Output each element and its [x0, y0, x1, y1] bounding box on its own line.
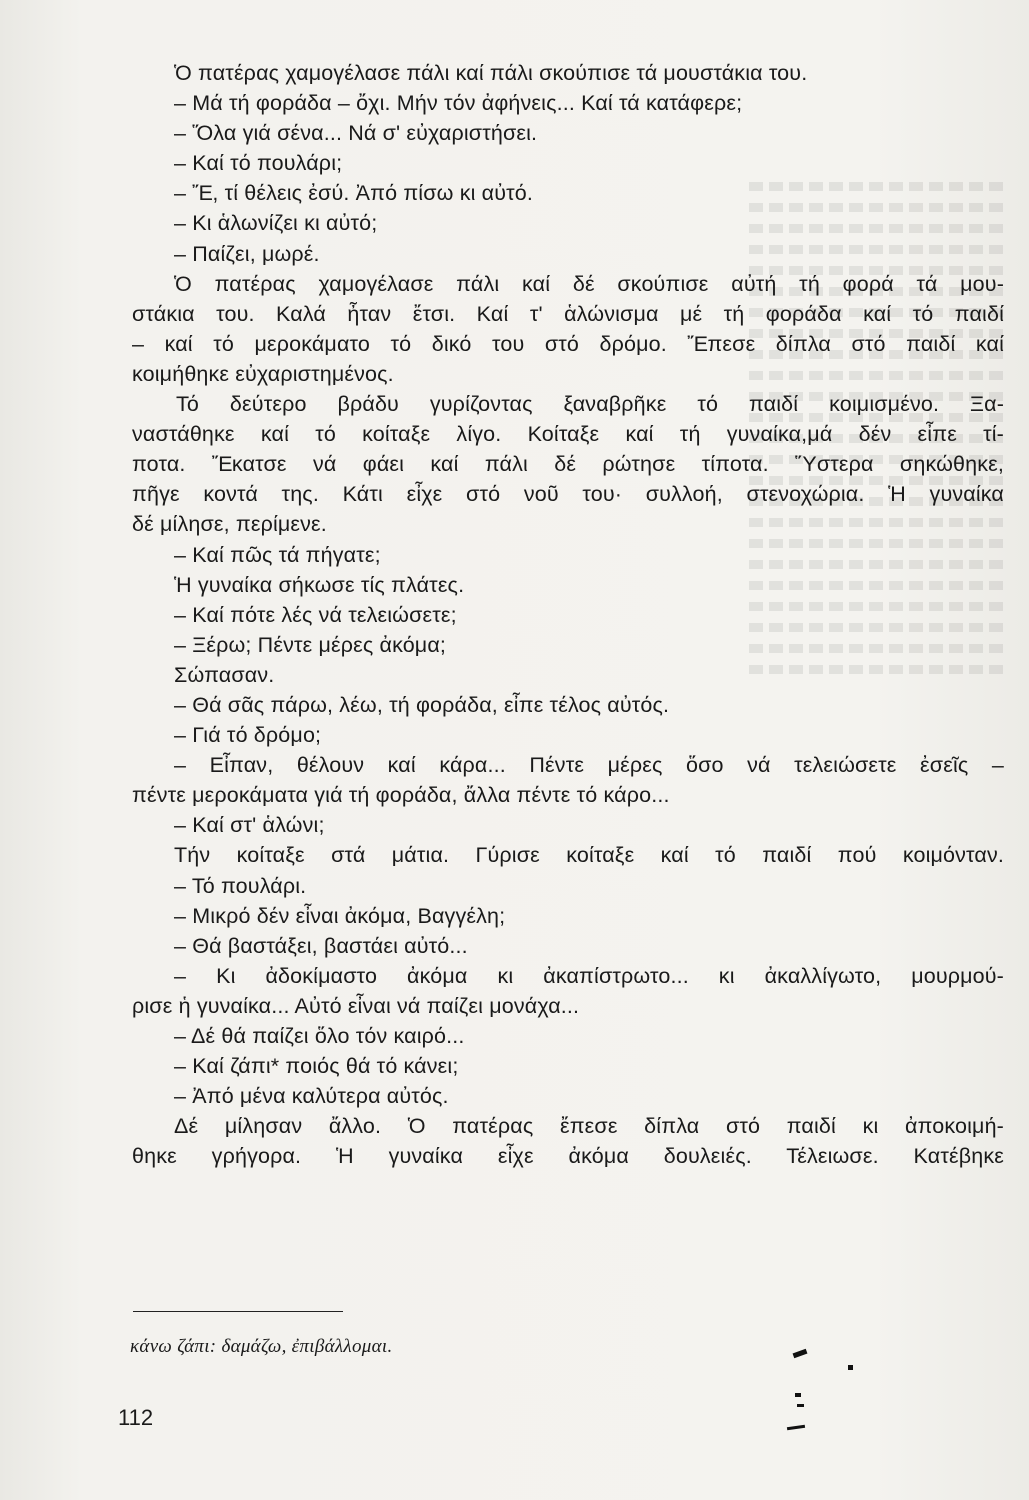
text-line: – Καί τό πουλάρι; [174, 151, 343, 176]
ink-mark-icon [793, 1349, 808, 1358]
text-line: πέντε μεροκάματα γιά τή φοράδα, ἄλλα πέντε τό κάρο... [132, 783, 670, 808]
text-line: – Τό πουλάρι. [174, 873, 307, 898]
text-line: – Κι ἀδοκίμαστο ἀκόμα κι ἀκαπίστρωτο... κι ἀκαλλίγωτο, μουρμού- [174, 963, 1004, 988]
ink-mark-icon [797, 1404, 804, 1407]
text-line: Σώπασαν. [174, 662, 275, 687]
text-line: – Παίζει, μωρέ. [174, 241, 320, 266]
text-line: ρισε ἡ γυναίκα... Αὐτό εἶναι νά παίζει μονάχα... [132, 993, 580, 1018]
ink-mark-icon [795, 1393, 801, 1397]
text-line: κοιμήθηκε εὐχαριστημένος. [132, 361, 394, 386]
text-line: πῆγε κοντά της. Κάτι εἶχε στό νοῦ του· συλλοή, στενοχώρια. Ἡ γυναίκα [132, 482, 1004, 507]
text-line: – Μά τή φοράδα – ὄχι. Μήν τόν ἀφήνεις... Καί τά κατάφερε; [174, 91, 743, 116]
text-line: – Θά βαστάξει, βαστάει αὐτό... [174, 933, 468, 958]
text-line: θηκε γρήγορα. Ἡ γυναίκα εἶχε ἀκόμα δουλειές. Τέλειωσε. Κατέβηκε [132, 1144, 1004, 1169]
text-line: – Καί πῶς τά πήγατε; [174, 542, 381, 567]
body-text [132, 58, 1004, 1171]
footnote-divider [133, 1311, 343, 1312]
text-line: ποτα. Ἔκατσε νά φάει καί πάλι δέ ρώτησε τίποτα. Ὕστερα σηκώθηκε, [132, 452, 1004, 477]
text-line: Τήν κοίταξε στά μάτια. Γύρισε κοίταξε καί τό παιδί πού κοιμόνταν. [174, 843, 1004, 868]
text-line: – καί τό μεροκάματο τό δικό του στό δρόμο. Ἔπεσε δίπλα στό παιδί καί [132, 331, 1004, 356]
ink-mark-icon [787, 1425, 805, 1430]
text-line: Δέ μίλησαν ἄλλο. Ὁ πατέρας ἔπεσε δίπλα στό παιδί κι ἀποκοιμή- [174, 1114, 1004, 1139]
text-line: – Ξέρω; Πέντε μέρες ἀκόμα; [174, 632, 447, 657]
text-line: – Δέ θά παίζει ὅλο τόν καιρό... [174, 1024, 465, 1048]
text-line: Τό δεύτερο βράδυ γυρίζοντας ξαναβρῆκε τό παιδί κοιμισμένο. Ξα- [176, 392, 1004, 417]
page-number: 112 [118, 1405, 154, 1430]
text-line: ναστάθηκε καί τό κοίταξε λίγο. Κοίταξε καί τή γυναίκα,μά δέν εἶπε τί- [132, 422, 1004, 447]
text-line: Ἡ γυναίκα σήκωσε τίς πλάτες. [174, 572, 465, 597]
text-line: – Ἀπό μένα καλύτερα αὐτός. [174, 1084, 449, 1109]
text-line: – Καί στ' ἁλώνι; [174, 813, 325, 838]
text-line: – Γιά τό δρόμο; [174, 723, 322, 748]
text-line: – Καί ζάπι* ποιός θά τό κάνει; [174, 1054, 459, 1079]
text-line: – Εἶπαν, θέλουν καί κάρα... Πέντε μέρες ὅσο νά τελειώσετε ἐσεῖς – [174, 753, 1004, 778]
text-line: στάκια του. Καλά ἦταν ἔτσι. Καί τ' ἁλώνισμα μέ τή φοράδα καί τό παιδί [132, 301, 1004, 326]
ink-mark-icon [848, 1365, 853, 1370]
text-line: – Καί πότε λές νά τελειώσετε; [174, 602, 457, 627]
text-line: δέ μίλησε, περίμενε. [132, 512, 327, 537]
text-line: – Κι ἁλωνίζει κι αὐτό; [174, 211, 378, 236]
text-line: Ὁ πατέρας χαμογέλασε πάλι καί πάλι σκούπισε τά μουστάκια του. [174, 61, 808, 85]
footnote: κάνω ζάπι: δαμάζω, ἐπιβάλλομαι. [130, 1336, 393, 1357]
text-line: – Ὅλα γιά σένα... Νά σ' εὐχαριστήσει. [174, 121, 538, 146]
text-line: – Θά σᾶς πάρω, λέω, τή φοράδα, εἶπε τέλος αὐτός. [174, 692, 670, 717]
text-line: – Μικρό δέν εἶναι ἀκόμα, Βαγγέλη; [174, 903, 506, 928]
text-line: Ὁ πατέρας χαμογέλασε πάλι καί δέ σκούπισε αὐτή τή φορά τά μου- [174, 271, 1004, 296]
text-line: – Ἔ, τί θέλεις ἐσύ. Ἀπό πίσω κι αὐτό. [174, 181, 534, 206]
